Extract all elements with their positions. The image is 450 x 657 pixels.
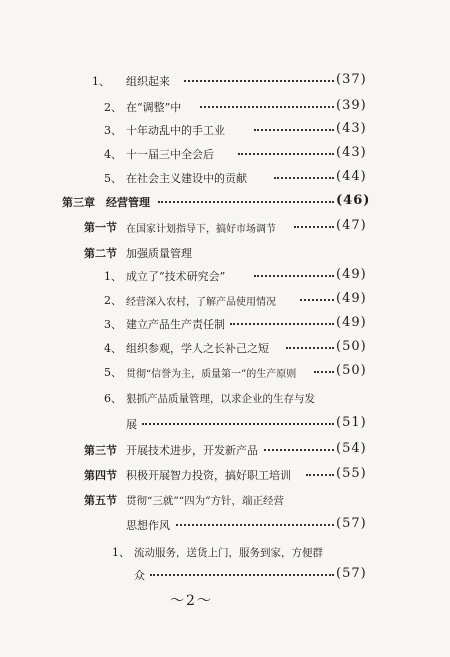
leader-dots: [200, 106, 334, 108]
entry-title: 开展技术进步，开发新产品: [126, 444, 258, 457]
entry-number: 5、: [104, 366, 122, 379]
entry-number: 第四节: [84, 469, 117, 482]
entry-title: 在“调整”中: [126, 101, 182, 114]
page-number: (39): [336, 98, 367, 113]
page-number: (49): [336, 315, 367, 330]
leader-dots: [254, 275, 334, 277]
leader-dots: [150, 574, 334, 576]
entry-number: 第五节: [84, 494, 117, 507]
toc-entry: [84, 242, 372, 264]
page-footer: ～2～: [170, 593, 213, 609]
toc-entry: [104, 361, 372, 383]
entry-number: 1、: [104, 270, 122, 283]
entry-title: 众: [134, 569, 145, 582]
entry-number: 2、: [104, 294, 122, 307]
page-number: (51): [336, 415, 367, 430]
entry-title: 组织参观，学人之长补己之短: [126, 342, 269, 355]
entry-title: 十年动乱中的手工业: [126, 124, 225, 137]
entry-title: 思想作风: [126, 519, 170, 532]
entry-title: 成立了“技术研究会”: [126, 270, 226, 283]
leader-dots: [238, 153, 334, 155]
entry-number: 2、: [104, 101, 122, 114]
entry-number: 5、: [104, 172, 122, 185]
entry-title: 积极开展智力投资，搞好职工培训: [126, 469, 291, 482]
entry-title: 展: [126, 418, 137, 431]
entry-number: 第三节: [84, 444, 117, 457]
entry-number: 4、: [104, 148, 122, 161]
page-number: (57): [336, 516, 367, 531]
entry-number: 第三章: [62, 196, 95, 209]
page-number: (54): [336, 441, 367, 456]
entry-title: 十一届三中全会后: [126, 148, 214, 161]
toc-entry: [104, 289, 372, 311]
entry-number: 3、: [104, 318, 122, 331]
page-number: (43): [336, 121, 367, 136]
toc-entry: [84, 464, 372, 486]
entry-number: 1、: [112, 546, 130, 559]
entry-number: 3、: [104, 124, 122, 137]
toc-entry: [62, 191, 372, 213]
toc-entry: [104, 143, 372, 165]
entry-title: 在社会主义建设中的贡献: [126, 172, 247, 185]
toc-entry: [104, 387, 372, 409]
toc-entry: [104, 119, 372, 141]
entry-title: 贯彻“信誉为主，质量第一”的生产原则: [126, 368, 297, 380]
page-number: (49): [336, 267, 367, 282]
leader-dots: [306, 474, 334, 476]
leader-dots: [176, 524, 334, 526]
toc-entry: [104, 96, 372, 118]
leader-dots: [264, 449, 334, 451]
page-number: (50): [336, 363, 367, 378]
leader-dots: [254, 129, 334, 131]
page-number: (47): [336, 218, 367, 233]
leader-dots: [274, 177, 334, 179]
entry-title: 狠抓产品质量管理，以求企业的生存与发: [126, 392, 315, 405]
page-number: (49): [336, 291, 367, 306]
toc-entry: [104, 167, 372, 189]
entry-title: 在国家计划指导下，搞好市场调节: [126, 223, 276, 235]
toc-entry: [126, 413, 372, 435]
toc-entry: [126, 514, 372, 536]
page-number: (37): [336, 72, 367, 87]
toc-entry: [92, 70, 372, 92]
toc-entry: [112, 541, 372, 563]
entry-number: 第一节: [84, 221, 117, 234]
entry-title: 建立产品生产责任制: [126, 318, 225, 331]
entry-number: 1、: [92, 75, 110, 88]
entry-title: 经营管理: [106, 196, 150, 209]
leader-dots: [184, 80, 334, 82]
page-number: (46): [336, 193, 371, 208]
toc-entry: [104, 313, 372, 335]
page-number: (57): [336, 566, 367, 581]
page-number: (50): [336, 339, 367, 354]
entry-title: 贯彻“三就”“四为”方针，端正经营: [126, 494, 284, 507]
entry-number: 4、: [104, 342, 122, 355]
entry-title: 组织起来: [126, 75, 170, 88]
leader-dots: [158, 201, 334, 203]
entry-number: 6、: [104, 392, 122, 405]
leader-dots: [294, 226, 334, 228]
leader-dots: [314, 371, 334, 373]
page-number: (55): [336, 466, 367, 481]
entry-number: 第二节: [84, 247, 117, 260]
leader-dots: [286, 347, 334, 349]
toc-entry: [134, 564, 372, 586]
entry-title: 加强质量管理: [126, 247, 192, 260]
toc-entry: [104, 265, 372, 287]
page-number: (43): [336, 145, 367, 160]
entry-title: 经营深入农村，了解产品使用情况: [126, 296, 276, 308]
toc-entry: [84, 489, 372, 511]
entry-title: 流动服务，送货上门，服务到家，方便群: [134, 546, 323, 559]
leader-dots: [142, 423, 334, 425]
toc-entry: [84, 439, 372, 461]
leader-dots: [300, 299, 334, 301]
toc-entry: [84, 216, 372, 238]
leader-dots: [230, 323, 334, 325]
page-number: (44): [336, 169, 367, 184]
toc-entry: [104, 337, 372, 359]
